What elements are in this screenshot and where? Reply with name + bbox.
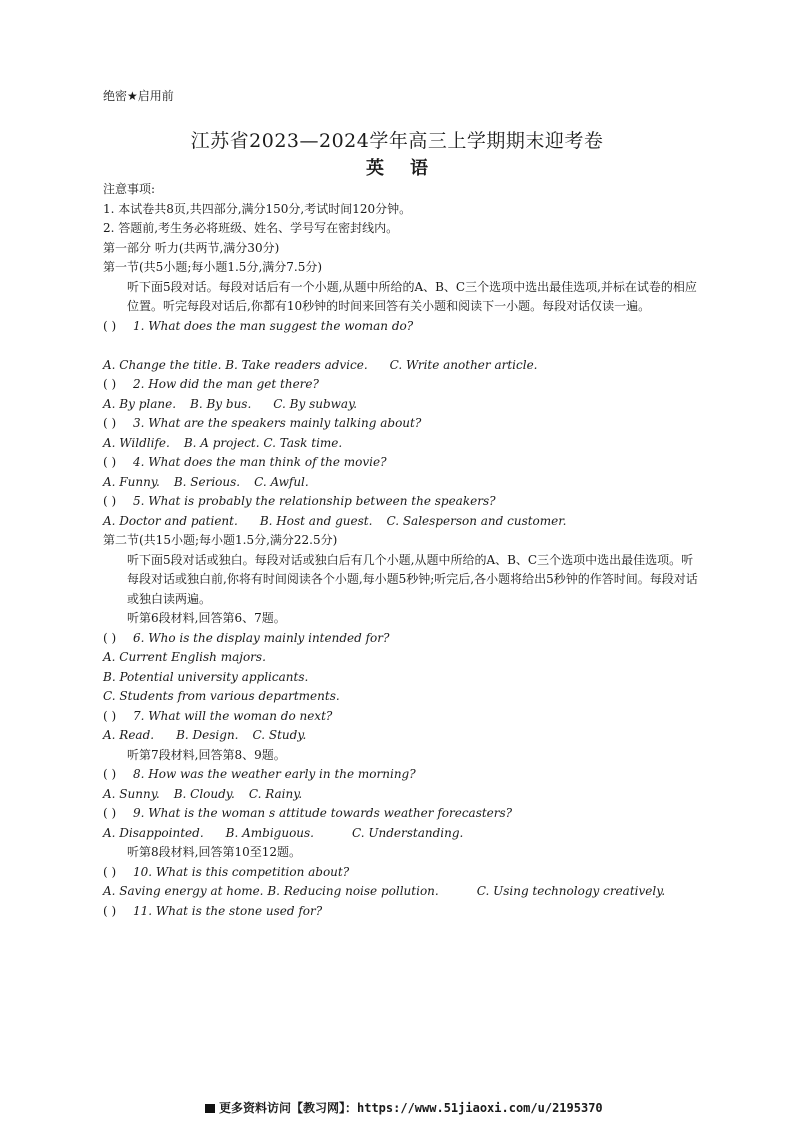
option-b: B. Ambiguous. xyxy=(225,825,314,840)
section2-instructions: 听下面5段对话或独白。每段对话或独白后有几个小题,从题中所给的A、B、C三个选项中选出最佳选项。听每段对话或独白前,你将有时间阅读各个小题,每小题5秒钟;听完后,各小题将给出5秒钟的作答时间。每段对话或独白读两遍。 xyxy=(127,552,698,606)
question-9 xyxy=(103,804,703,824)
question-6 xyxy=(103,629,703,649)
answer-blank[interactable]: ( ) xyxy=(103,318,117,333)
top-secret-label: 绝密★启用前 xyxy=(103,89,174,103)
question-1 xyxy=(103,317,703,337)
option-c: C. By subway. xyxy=(273,396,358,411)
section1-instructions: 听下面5段对话。每段对话后有一个小题,从题中所给的A、B、C三个选项中选出最佳选项,并标在试卷的相应位置。听完每段对话后,你都有10秒钟的时间来回答有关小题和阅读下一小题。每段对话仅读一遍。 xyxy=(127,279,697,313)
option-c: C. Salesperson and customer. xyxy=(386,513,567,528)
option-b: B. Host and guest. xyxy=(259,513,373,528)
exam-subject: 英语 xyxy=(366,158,454,179)
option-c: C. Understanding. xyxy=(352,825,464,840)
question-7 xyxy=(103,707,703,727)
option-a: A. Disappointed. xyxy=(103,825,204,840)
question-11 xyxy=(103,902,703,922)
answer-blank[interactable]: ( ) xyxy=(103,903,117,918)
spacer xyxy=(103,336,703,356)
options-3 xyxy=(103,434,703,454)
passage-7-label: 听第7段材料,回答第8、9题。 xyxy=(127,747,286,762)
question-stem: 9. What is the woman s attitude towards weather forecasters? xyxy=(133,806,513,820)
option-c: C. Using technology creatively. xyxy=(476,884,666,898)
question-10 xyxy=(103,863,703,883)
options-9 xyxy=(103,824,703,844)
footer-link[interactable]: 更多资料访问【教习网】：https://www.51jiaoxi.com/u/2195370 xyxy=(219,1101,603,1115)
question-stem: 3. What are the speakers mainly talking about? xyxy=(133,416,422,430)
answer-blank[interactable]: ( ) xyxy=(103,806,117,820)
options-7 xyxy=(103,726,703,746)
option-a: A. Change the title. xyxy=(103,357,222,372)
question-4 xyxy=(103,453,703,473)
flag-icon xyxy=(205,1104,215,1113)
option-a: A. Wildlife. xyxy=(103,435,170,450)
answer-blank[interactable]: ( ) xyxy=(103,416,117,430)
option-a: A. Sunny. xyxy=(103,786,160,801)
answer-blank[interactable]: ( ) xyxy=(103,708,117,723)
question-5 xyxy=(103,492,703,512)
option-a: A. Saving energy at home. xyxy=(103,884,264,898)
option-b: B. Reducing noise pollution. xyxy=(267,884,439,898)
option-6b: B. Potential university applicants. xyxy=(103,669,309,684)
question-stem: 2. How did the man get there? xyxy=(133,377,319,391)
question-2 xyxy=(103,375,703,395)
answer-blank[interactable]: ( ) xyxy=(103,864,117,879)
options-8 xyxy=(103,785,703,805)
option-a: A. Funny. xyxy=(103,474,160,489)
question-3 xyxy=(103,414,703,434)
question-stem: 4. What does the man think of the movie? xyxy=(133,455,387,469)
answer-blank[interactable]: ( ) xyxy=(103,630,117,645)
option-a: A. Doctor and patient. xyxy=(103,513,238,528)
options-2 xyxy=(103,395,703,415)
answer-blank[interactable]: ( ) xyxy=(103,377,117,391)
answer-blank[interactable]: ( ) xyxy=(103,494,117,508)
option-c: C. Task time. xyxy=(263,435,343,450)
exam-title: 江苏省2023—2024学年高三上学期期末迎考卷 xyxy=(190,130,604,152)
option-b: B. Take readers advice. xyxy=(225,357,368,372)
question-stem: 7. What will the woman do next? xyxy=(133,708,333,723)
option-c: C. Rainy. xyxy=(248,786,303,801)
option-b: B. Serious. xyxy=(173,474,241,489)
passage-6-label: 听第6段材料,回答第6、7题。 xyxy=(127,611,286,625)
options-4 xyxy=(103,473,703,493)
answer-blank[interactable]: ( ) xyxy=(103,767,117,781)
option-a: A. By plane. xyxy=(103,396,177,411)
option-6a: A. Current English majors. xyxy=(103,650,266,664)
option-b: B. A project. xyxy=(183,435,260,450)
option-c: C. Study. xyxy=(252,728,307,742)
option-b: B. By bus. xyxy=(190,396,252,411)
question-stem: 6. Who is the display mainly intended for? xyxy=(133,630,390,645)
options-10 xyxy=(103,882,703,902)
options-5 xyxy=(103,512,703,532)
option-c: C. Awful. xyxy=(254,474,309,489)
passage-8-label: 听第8段材料,回答第10至12题。 xyxy=(127,845,301,859)
section2-heading: 第二节(共15小题;每小题1.5分,满分22.5分) xyxy=(103,533,338,547)
question-stem: 5. What is probably the relationship between the speakers? xyxy=(133,494,496,508)
question-8 xyxy=(103,765,703,785)
notes-item-2: 2. 答题前,考生务必将班级、姓名、学号写在密封线内。 xyxy=(103,221,399,235)
section1-heading: 第一节(共5小题;每小题1.5分,满分7.5分) xyxy=(103,260,323,274)
notes-item-1: 1. 本试卷共8页,共四部分,满分150分,考试时间120分钟。 xyxy=(103,201,412,216)
exam-content xyxy=(103,180,703,921)
footer xyxy=(205,1099,603,1116)
question-stem: 10. What is this competition about? xyxy=(133,864,350,879)
question-stem: 11. What is the stone used for? xyxy=(133,903,323,918)
option-6c: C. Students from various departments. xyxy=(103,689,340,703)
notes-heading: 注意事项: xyxy=(103,182,156,196)
option-a: A. Read. xyxy=(103,728,155,742)
option-b: B. Cloudy. xyxy=(173,786,235,801)
question-stem: 8. How was the weather early in the morning? xyxy=(133,767,416,781)
question-stem: 1. What does the man suggest the woman do? xyxy=(133,318,414,333)
option-b: B. Design. xyxy=(176,728,239,742)
option-c: C. Write another article. xyxy=(389,357,538,372)
part1-heading: 第一部分 听力(共两节,满分30分) xyxy=(103,240,280,255)
options-1 xyxy=(103,356,703,376)
answer-blank[interactable]: ( ) xyxy=(103,455,117,469)
